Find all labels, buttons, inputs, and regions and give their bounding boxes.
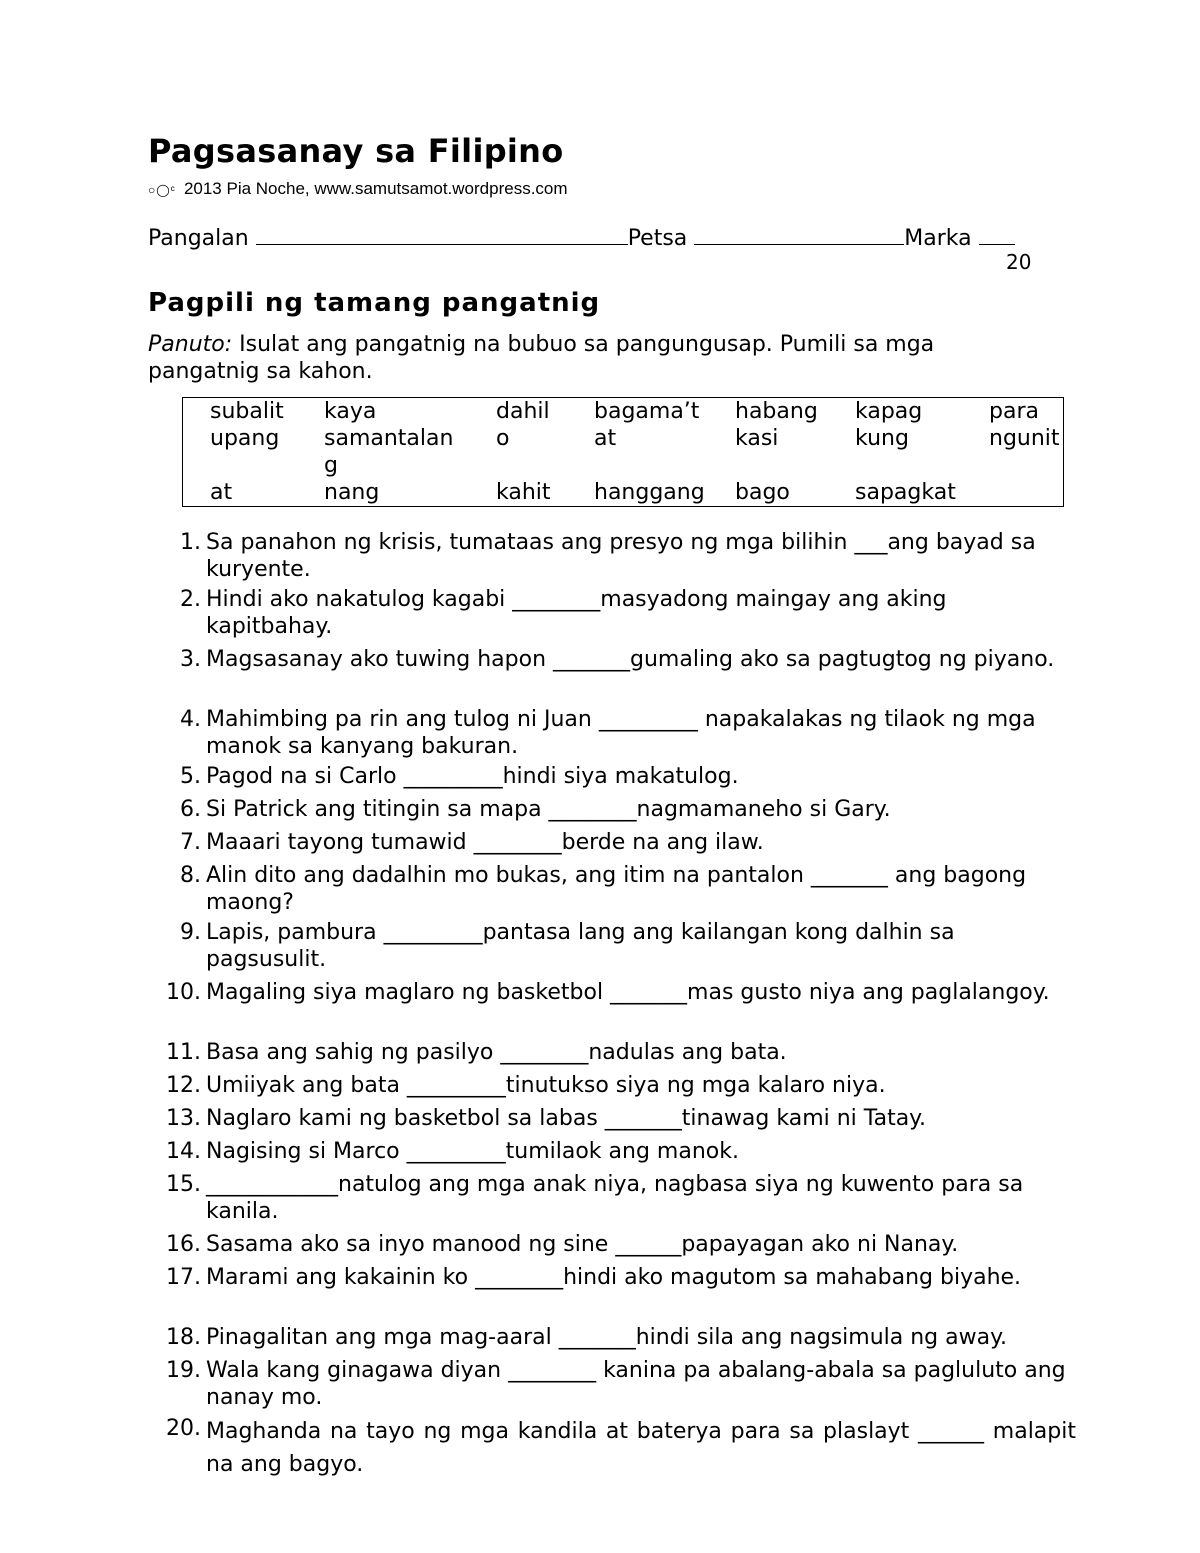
date-label: Petsa — [627, 226, 688, 251]
question-text: Lapis, pambura _________pantasa lang ang kailangan kong dalhin sa pagsusulit. — [206, 920, 955, 972]
question-text: ____________natulog ang mga anak niya, nagbasa siya ng kuwento para sa kanila. — [206, 1172, 1024, 1224]
question-number: 1. — [180, 530, 201, 555]
conjunction-option: kasi — [735, 426, 779, 451]
copyright-text: 2013 Pia Noche, www.samutsamot.wordpress.com — [183, 179, 568, 198]
question-text: Marami ang kakainin ko ________hindi ako magutom sa mahabang biyahe. — [206, 1265, 1022, 1290]
question-number: 4. — [180, 707, 201, 732]
question-text: Maghanda na tayo ng mga kandila at baterya para sa plaslayt ______ malapit na ang bagyo. — [206, 1419, 1076, 1477]
conjunction-option: sapagkat — [855, 480, 956, 505]
question-number: 9. — [180, 920, 201, 945]
question-number: 20. — [166, 1416, 201, 1441]
question-number: 5. — [180, 764, 201, 789]
question-number: 6. — [180, 797, 201, 822]
question-text: Maaari tayong tumawid ________berde na ang ilaw. — [206, 830, 764, 855]
conjunction-option: hanggang — [594, 480, 705, 505]
conjunction-option: kapag — [855, 399, 923, 424]
question-text: Pinagalitan ang mga mag-aaral _______hindi sila ang nagsimula ng away. — [206, 1325, 1007, 1350]
question-number: 11. — [166, 1040, 201, 1065]
question-text: Sa panahon ng krisis, tumataas ang presyo ng mga bilihin ___ang bayad sa kuryente. — [206, 530, 1036, 582]
question-text: Mahimbing pa rin ang tulog ni Juan _________ napakalakas ng tilaok ng mga manok sa kanyang bakuran. — [206, 707, 1036, 759]
question-number: 14. — [166, 1139, 201, 1164]
question-text: Sasama ako sa inyo manood ng sine ______papayagan ako ni Nanay. — [206, 1232, 959, 1257]
question-number: 10. — [166, 980, 201, 1005]
question-text: Nagising si Marco _________tumilaok ang manok. — [206, 1139, 739, 1164]
section-title: Pagpili ng tamang pangatnig — [148, 288, 601, 318]
conjunction-option: habang — [735, 399, 818, 424]
question-number: 3. — [180, 647, 201, 672]
page-title: Pagsasanay sa Filipino — [148, 132, 564, 170]
question-number: 18. — [166, 1325, 201, 1350]
conjunction-option: dahil — [496, 399, 550, 424]
conjunction-option: subalit — [210, 399, 284, 424]
word-box — [182, 397, 1064, 507]
instruction-label: Panuto: — [148, 332, 233, 357]
question-text: Pagod na si Carlo _________hindi siya makatulog. — [206, 764, 739, 789]
question-text: Magaling siya maglaro ng basketbol _______mas gusto niya ang paglalangoy. — [206, 980, 1050, 1005]
question-number: 13. — [166, 1106, 201, 1131]
name-blank[interactable] — [256, 224, 628, 245]
conjunction-option: kaya — [324, 399, 377, 424]
score-blank[interactable] — [979, 224, 1015, 245]
conjunction-option: para — [989, 399, 1039, 424]
question-text: Hindi ako nakatulog kagabi ________masyadong maingay ang aking kapitbahay. — [206, 587, 947, 639]
question-text: Magsasanay ako tuwing hapon _______gumaling ako sa pagtugtog ng piyano. — [206, 647, 1055, 672]
instructions — [148, 331, 1028, 385]
creative-commons-icon: ○◯ᶜ — [148, 183, 176, 197]
question-text: Naglaro kami ng basketbol sa labas _______tinawag kami ni Tatay. — [206, 1106, 927, 1131]
conjunction-option: o — [496, 426, 510, 451]
score-total: 20 — [1006, 250, 1032, 274]
question-number: 2. — [180, 587, 201, 612]
question-number: 8. — [180, 863, 201, 888]
date-blank[interactable] — [694, 224, 904, 245]
score-label: Marka — [904, 226, 972, 251]
conjunction-option: kung — [855, 426, 909, 451]
question-text: Umiiyak ang bata _________tinutukso siya ng mga kalaro niya. — [206, 1073, 886, 1098]
question-number: 7. — [180, 830, 201, 855]
conjunction-option: bago — [735, 480, 790, 505]
conjunction-option: kahit — [496, 480, 551, 505]
question-number: 19. — [166, 1358, 201, 1383]
question-number: 15. — [166, 1172, 201, 1197]
instruction-text: Isulat ang pangatnig na bubuo sa pangungusap. Pumili sa mga pangatnig sa kahon. — [148, 332, 935, 384]
question-text: Alin dito ang dadalhin mo bukas, ang itim na pantalon _______ ang bagong maong? — [206, 863, 1027, 915]
question-text: Wala kang ginagawa diyan ________ kanina pa abalang-abala sa pagluluto ang nanay mo. — [206, 1358, 1066, 1410]
question-number: 16. — [166, 1232, 201, 1257]
question-text: Basa ang sahig ng pasilyo ________nadulas ang bata. — [206, 1040, 787, 1065]
conjunction-option: at — [210, 480, 233, 505]
question-number: 17. — [166, 1265, 201, 1290]
question-number: 12. — [166, 1073, 201, 1098]
conjunction-option: bagama’t — [594, 399, 700, 424]
question-text: Si Patrick ang titingin sa mapa ________nagmamaneho si Gary. — [206, 797, 891, 822]
student-info-line — [148, 224, 1015, 251]
conjunction-option: nang — [324, 480, 380, 505]
name-label: Pangalan — [148, 226, 249, 251]
conjunction-option: ngunit — [989, 426, 1060, 451]
copyright-line — [148, 179, 568, 199]
conjunction-option: upang — [210, 426, 280, 451]
conjunction-option: samantalan g — [324, 426, 454, 478]
conjunction-option: at — [594, 426, 617, 451]
